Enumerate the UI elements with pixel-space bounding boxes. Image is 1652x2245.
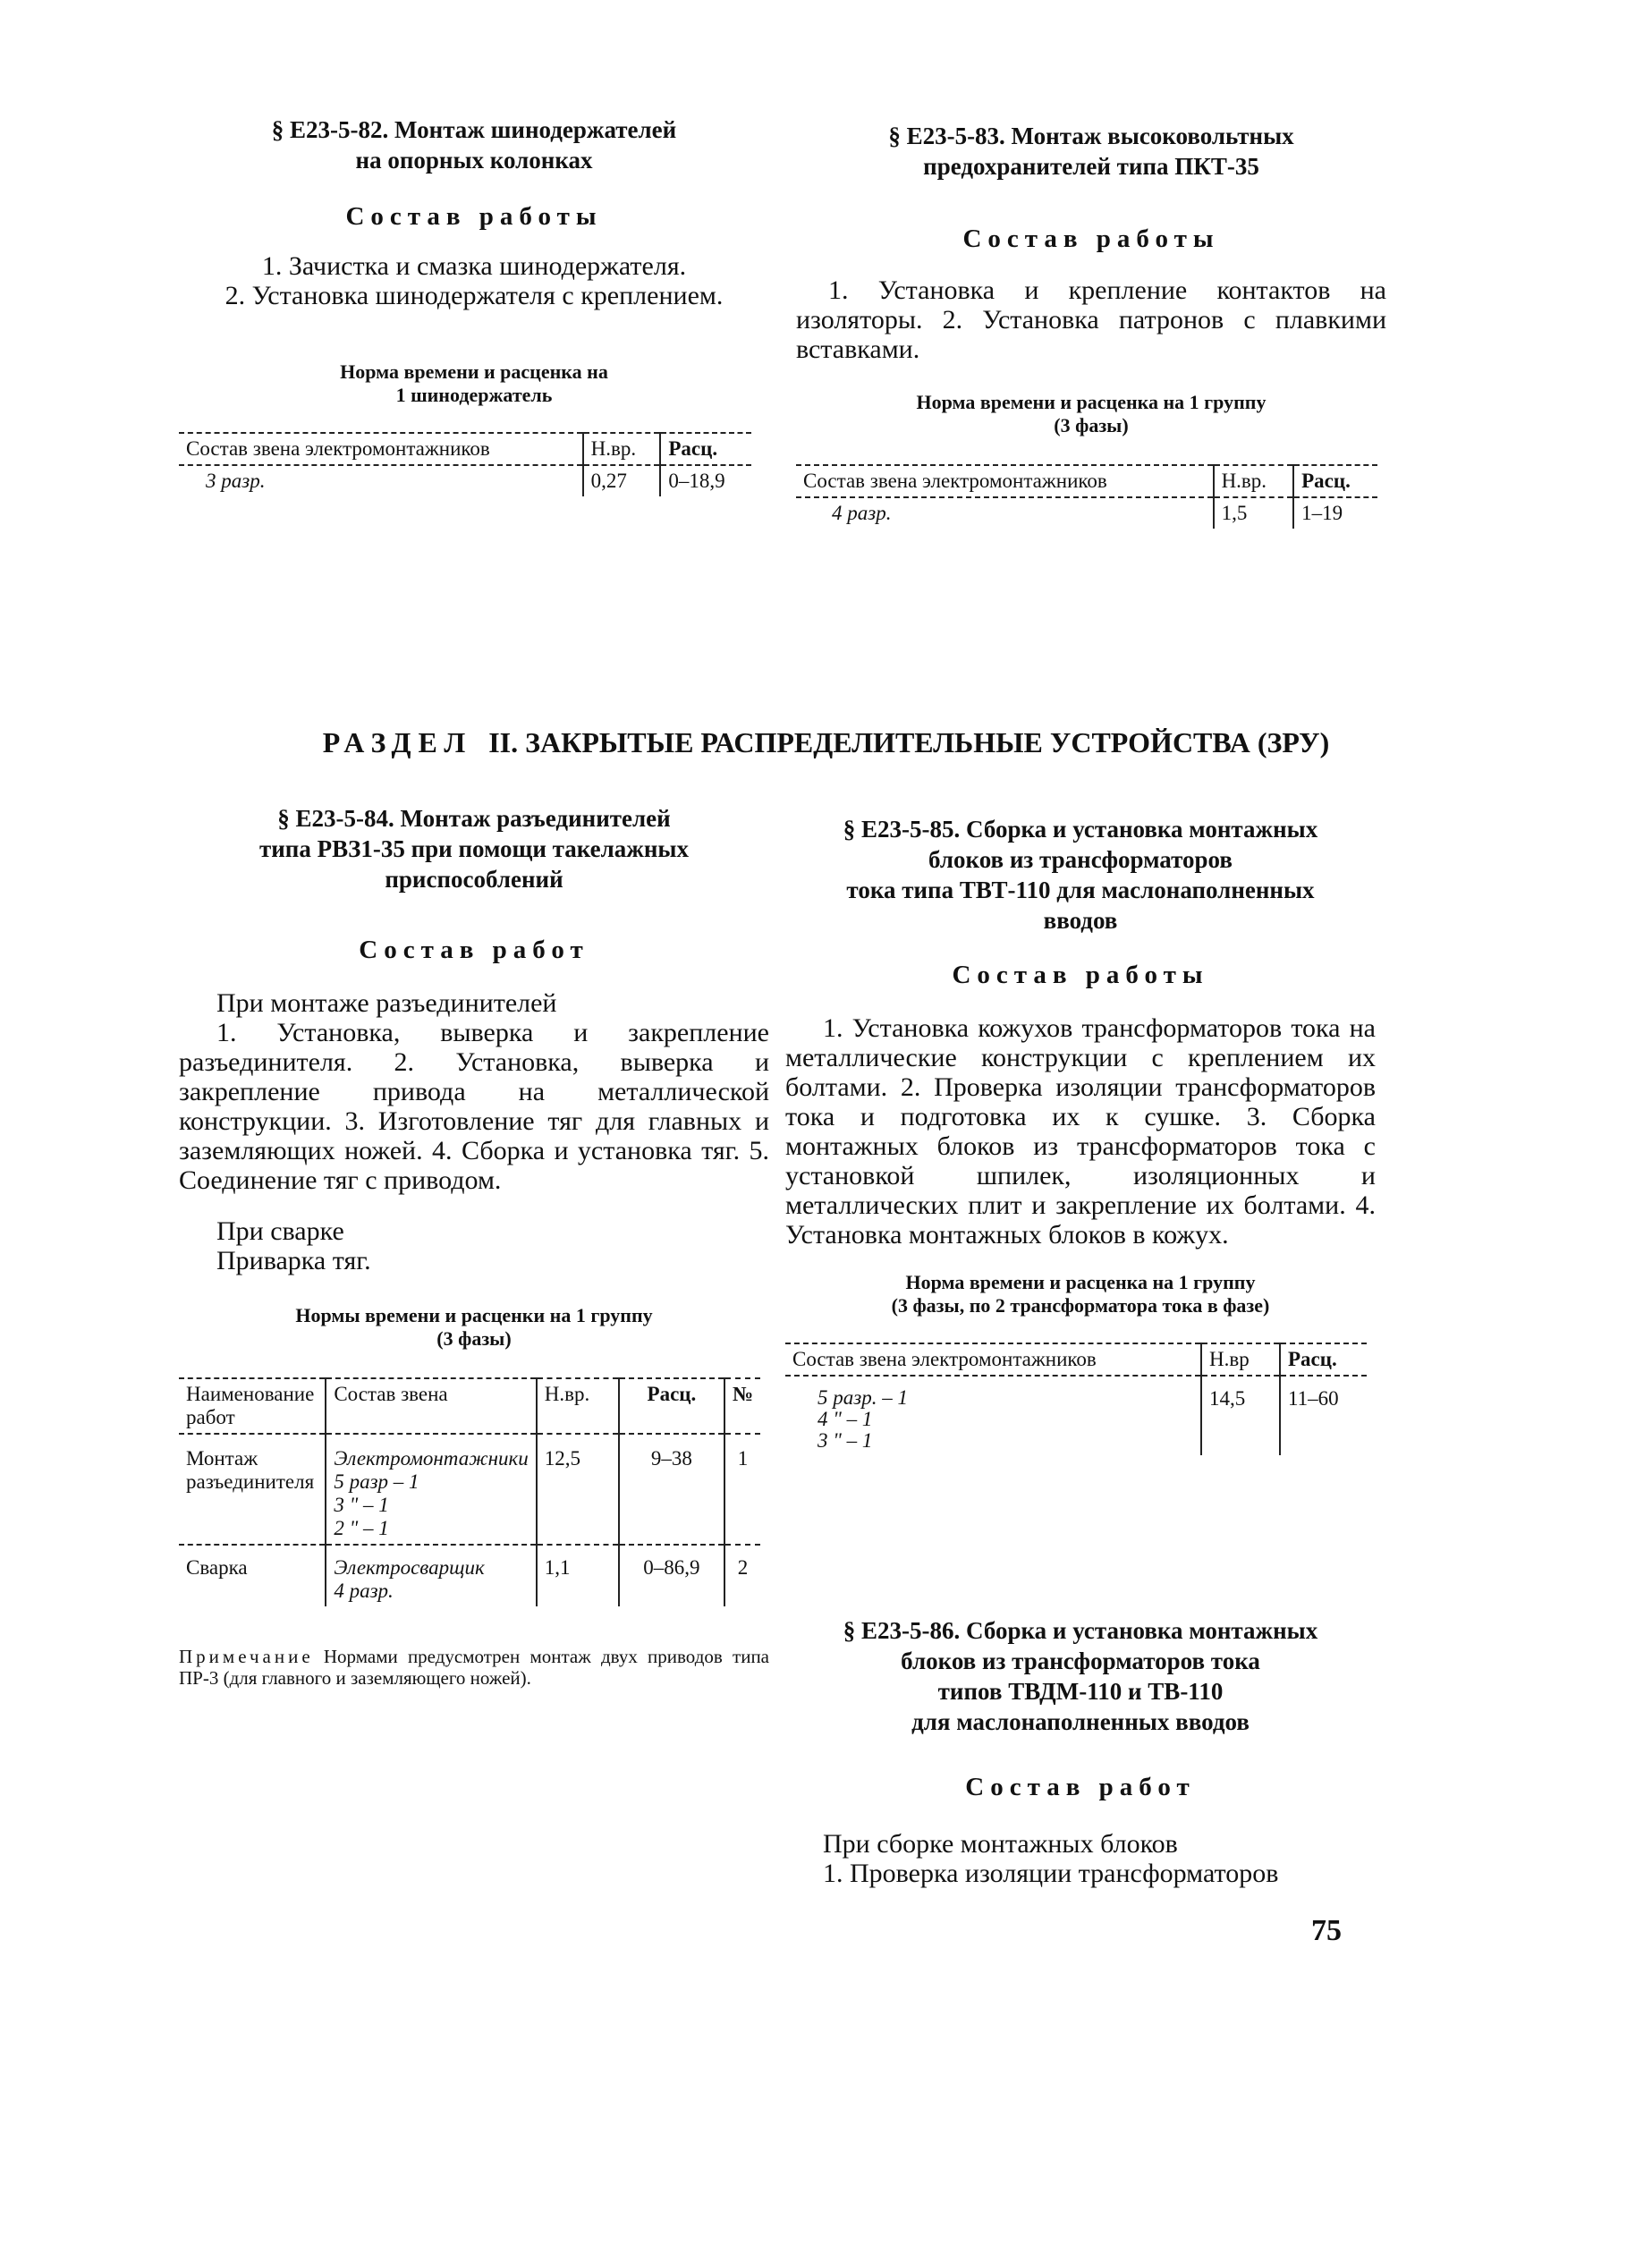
s82-title-line2: на опорных колонках: [355, 147, 593, 174]
s86-title-line4: для маслонаполненных вводов: [911, 1708, 1250, 1735]
s84-row1-crew-2: 3 " – 1: [334, 1494, 389, 1516]
s84-row1-rate: 9–38: [619, 1434, 724, 1545]
s83-text: 1. Установка и крепление контактов на изоляторы. 2. Установка патронов с плавкими вставками.: [796, 275, 1386, 364]
s84-row1-name: Монтаж разъединителя: [186, 1447, 315, 1493]
s83-cell-time: 1,5: [1214, 497, 1294, 529]
s85-header-crew: Состав звена электромонтажников: [792, 1348, 1097, 1370]
s82-header-rate: Расц.: [660, 433, 751, 465]
s84-row1-num: 1: [724, 1434, 760, 1545]
s86-text: 1. Проверка изоляции трансформаторов: [823, 1859, 1279, 1888]
s85-title-line1: § Е23-5-85. Сборка и установка монтажных: [843, 816, 1318, 843]
s86-subhead: При сборке монтажных блоков: [823, 1829, 1178, 1859]
s84-header-rate: Расц.: [619, 1378, 724, 1434]
s83-title-line2: предохранителей типа ПКТ-35: [923, 153, 1259, 180]
s84-title-line2: типа РВЗ1-35 при помощи такелажных: [258, 835, 689, 862]
s82-norm-caption-line2: 1 шинодержатель: [395, 384, 553, 406]
s85-crew-3: 3 " – 1: [818, 1429, 873, 1452]
s84-header-crew: Состав звена: [326, 1378, 536, 1434]
s84-note: [179, 1646, 769, 1689]
section-e23-5-86: [785, 1615, 1376, 1888]
s82-norm-caption-line1: Норма времени и расценка на: [340, 360, 608, 383]
s82-composition-heading: Состав работы: [345, 202, 603, 231]
s84-header-num: №: [724, 1378, 760, 1434]
s84-composition-heading: Состав работ: [359, 936, 589, 964]
s84-row1-crew-1: 5 разр – 1: [334, 1470, 419, 1493]
s84-header-name: Наименование работ: [186, 1383, 315, 1428]
s86-title-line1: § Е23-5-86. Сборка и установка монтажных: [843, 1617, 1318, 1644]
s83-norm-caption-line2: (3 фазы): [1054, 414, 1129, 436]
s85-title-line2: блоков из трансформаторов: [928, 846, 1233, 873]
s85-norm-caption-line1: Норма времени и расценка на 1 группу: [905, 1271, 1256, 1293]
table-row: [179, 1545, 760, 1606]
s85-norm-caption-line2: (3 фазы, по 2 трансформатора тока в фазе): [891, 1294, 1270, 1317]
s85-composition-heading: Состав работы: [952, 961, 1209, 989]
s83-header-rate: Расц.: [1293, 465, 1377, 497]
page-number: 75: [1311, 1914, 1342, 1947]
section-heading: [0, 726, 1652, 759]
s84-row1-crew-title: Электромонтажники: [334, 1447, 529, 1470]
s82-norm-table: [179, 432, 751, 496]
s84-title-line3: приспособлений: [385, 866, 563, 893]
table-row: [179, 1434, 760, 1545]
s83-header-time: Н.вр.: [1214, 465, 1294, 497]
s83-header-crew: Состав звена электромонтажников: [803, 470, 1107, 492]
s85-header-time: Н.вр: [1201, 1343, 1280, 1376]
table-row: [785, 1376, 1367, 1455]
s83-cell-rate: 1–19: [1293, 497, 1377, 529]
s84-subhead-1: При монтаже разъединителей: [216, 988, 557, 1018]
s84-norm-caption-line1: Нормы времени и расценки на 1 группу: [295, 1304, 653, 1326]
s83-composition-heading: Состав работы: [962, 224, 1220, 253]
s82-title-line1: § Е23-5-82. Монтаж шинодержателей: [271, 116, 677, 143]
s84-subtext-2: Приварка тяг.: [216, 1246, 371, 1275]
s84-note-text: Нормами предусмотрен монтаж двух приводов типа ПР-3 (для главного и заземляющего ножей).: [179, 1646, 769, 1689]
s84-row2-time: 1,1: [537, 1545, 619, 1606]
s86-title-line3: типов ТВДМ-110 и ТВ-110: [937, 1678, 1224, 1705]
section-e23-5-83: [796, 121, 1386, 529]
s84-norm-caption-line2: (3 фазы): [436, 1327, 512, 1350]
s83-norm-table: [796, 464, 1377, 529]
s84-row2-num: 2: [724, 1545, 760, 1606]
s82-item-2: 2. Установка шинодержателя с креплением.: [225, 281, 724, 310]
s85-cell-time: 14,5: [1201, 1376, 1280, 1455]
s84-header-time: Н.вр.: [537, 1378, 619, 1434]
s83-norm-caption-line1: Норма времени и расценка на 1 группу: [916, 391, 1267, 413]
s85-header-rate: Расц.: [1280, 1343, 1367, 1376]
section-heading-lead: РАЗДЕЛ: [322, 726, 473, 758]
section-e23-5-82: [179, 114, 769, 496]
s85-title-line3: тока типа ТВТ-110 для маслонаполненных: [846, 877, 1315, 903]
table-row: [796, 497, 1377, 529]
s85-title-line4: вводов: [1043, 907, 1118, 934]
s82-cell-crew: 3 разр.: [206, 470, 266, 492]
s86-composition-heading: Состав работ: [965, 1773, 1196, 1801]
s84-row1-crew-3: 2 " – 1: [334, 1517, 389, 1539]
s85-crew-2: 4 " – 1: [818, 1408, 873, 1430]
section-e23-5-85: [785, 814, 1376, 1455]
s82-cell-time: 0,27: [583, 465, 661, 496]
s83-cell-crew: 4 разр.: [832, 502, 892, 524]
s82-cell-rate: 0–18,9: [660, 465, 751, 496]
s83-title-line1: § Е23-5-83. Монтаж высоковольтных: [888, 123, 1294, 149]
s84-row2-crew-1: 4 разр.: [334, 1580, 394, 1602]
s85-norm-table: [785, 1343, 1367, 1455]
section-e23-5-84: [179, 803, 769, 1707]
s84-note-label: Примечание: [179, 1646, 314, 1667]
section-heading-title: II. ЗАКРЫТЫЕ РАСПРЕДЕЛИТЕЛЬНЫЕ УСТРОЙСТВА (ЗРУ): [488, 726, 1330, 758]
s85-text: 1. Установка кожухов трансформаторов тока на металлические конструкции с креплением их болтами. 2. Проверка изоляции трансформаторов тока и подготовка их к сушке. 3. Сборка монтажных блоков из трансформаторов тока с установкой шпилек, изоляционных и металлических плит и закрепление их болтами. 4. Установка монтажных блоков в кожух.: [785, 1013, 1376, 1250]
s84-row2-crew-title: Электросварщик: [334, 1556, 485, 1579]
s82-header-crew: Состав звена электромонтажников: [186, 437, 490, 460]
s84-subhead-2: При сварке: [216, 1216, 344, 1246]
s84-row2-rate: 0–86,9: [619, 1545, 724, 1606]
s86-title-line2: блоков из трансформаторов тока: [901, 1648, 1260, 1674]
s84-title-line1: § Е23-5-84. Монтаж разъединителей: [277, 805, 671, 832]
s84-row1-time: 12,5: [537, 1434, 619, 1545]
s84-norm-table: [179, 1377, 760, 1606]
s84-row2-name: Сварка: [186, 1556, 248, 1579]
s82-item-1: 1. Зачистка и смазка шинодержателя.: [261, 251, 687, 281]
s82-header-time: Н.вр.: [583, 433, 661, 465]
table-row: [179, 465, 751, 496]
s84-text: 1. Установка, выверка и закрепление разъединителя. 2. Установка, выверка и закрепление привода на металлической конструкции. 3. Изготовление тяг для главных и заземляющих ножей. 4. Сборка и установка тяг. 5. Соединение тяг с приводом.: [179, 1018, 769, 1195]
s85-cell-rate: 11–60: [1280, 1376, 1367, 1455]
s85-crew-1: 5 разр. – 1: [818, 1386, 908, 1409]
